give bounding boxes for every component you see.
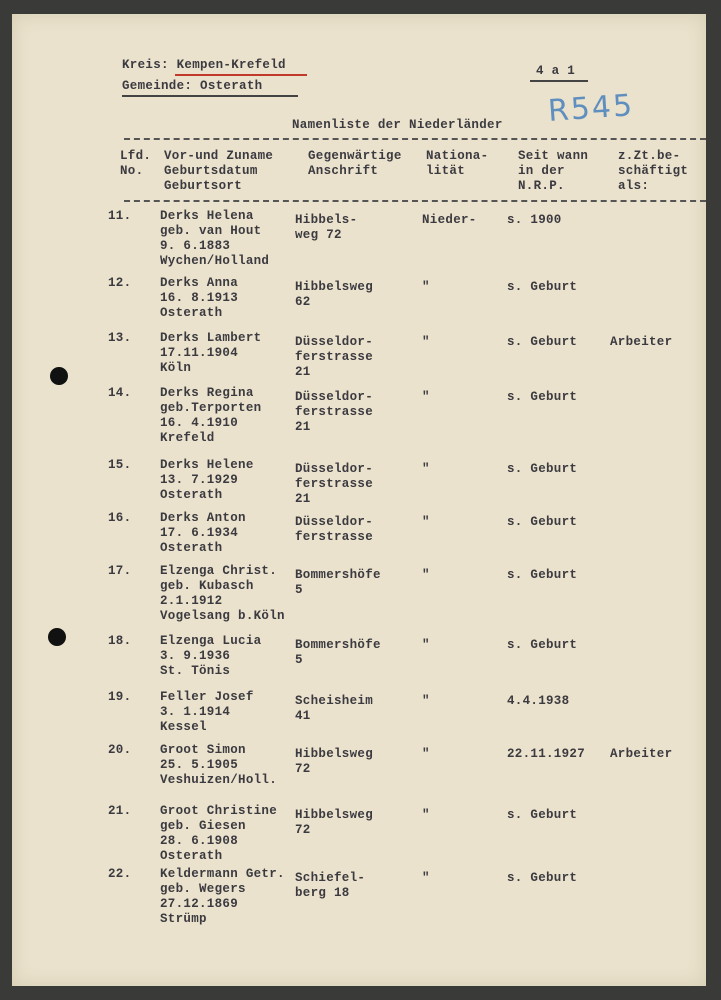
since: s. Geburt xyxy=(507,568,578,582)
row-number: 19. xyxy=(108,690,132,704)
row-number: 20. xyxy=(108,743,132,757)
gemeinde-underline xyxy=(122,95,298,97)
address: Hibbelsweg 72 xyxy=(295,747,374,776)
col-header-since: Seit wann in der N.R.P. xyxy=(518,149,589,193)
row-number: 12. xyxy=(108,276,132,290)
address: Bommershöfe 5 xyxy=(295,568,381,597)
header-rule-bottom xyxy=(124,200,706,202)
row-number: 22. xyxy=(108,867,132,881)
row-number: 11. xyxy=(108,209,132,223)
nationality: " xyxy=(422,747,430,761)
nationality: Nieder- xyxy=(422,213,477,227)
occupation: Arbeiter xyxy=(610,335,673,349)
kreis-line: Kreis: Kempen-Krefeld xyxy=(122,58,286,72)
nationality: " xyxy=(422,280,430,294)
since: s. Geburt xyxy=(507,390,578,404)
person-name: Derks Regina geb.Terporten 16. 4.1910 Krefeld xyxy=(160,386,262,445)
since: s. Geburt xyxy=(507,462,578,476)
person-name: Keldermann Getr. geb. Wegers 27.12.1869 Strümp xyxy=(160,867,285,926)
col-header-address: Gegenwärtige Anschrift xyxy=(308,149,402,178)
handwritten-stamp: R545 xyxy=(546,88,636,129)
kreis-underline xyxy=(175,74,307,76)
address: Hibbels- weg 72 xyxy=(295,213,358,242)
row-number: 21. xyxy=(108,804,132,818)
since: s. 1900 xyxy=(507,213,562,227)
since: 4.4.1938 xyxy=(507,694,570,708)
row-number: 18. xyxy=(108,634,132,648)
table-row xyxy=(12,386,706,446)
person-name: Feller Josef 3. 1.1914 Kessel xyxy=(160,690,254,734)
reference-underline xyxy=(530,80,588,82)
address: Hibbelsweg 72 xyxy=(295,808,374,837)
row-number: 16. xyxy=(108,511,132,525)
occupation: Arbeiter xyxy=(610,747,673,761)
since: s. Geburt xyxy=(507,808,578,822)
nationality: " xyxy=(422,694,430,708)
nationality: " xyxy=(422,462,430,476)
row-number: 17. xyxy=(108,564,132,578)
address: Düsseldor- ferstrasse 21 xyxy=(295,335,374,379)
since: s. Geburt xyxy=(507,638,578,652)
table-row xyxy=(12,690,706,750)
address: Scheisheim 41 xyxy=(295,694,374,723)
table-row xyxy=(12,209,706,269)
person-name: Elzenga Christ. geb. Kubasch 2.1.1912 Vogelsang b.Köln xyxy=(160,564,285,623)
table-row xyxy=(12,331,706,391)
person-name: Derks Anna 16. 8.1913 Osterath xyxy=(160,276,239,320)
nationality: " xyxy=(422,390,430,404)
row-number: 14. xyxy=(108,386,132,400)
person-name: Derks Lambert 17.11.1904 Köln xyxy=(160,331,262,375)
nationality: " xyxy=(422,335,430,349)
since: s. Geburt xyxy=(507,280,578,294)
table-row xyxy=(12,458,706,518)
header-rule-top xyxy=(124,138,706,140)
address: Schiefel- berg 18 xyxy=(295,871,366,900)
person-name: Groot Christine geb. Giesen 28. 6.1908 Osterath xyxy=(160,804,278,863)
person-name: Derks Anton 17. 6.1934 Osterath xyxy=(160,511,246,555)
since: s. Geburt xyxy=(507,871,578,885)
nationality: " xyxy=(422,568,430,582)
nationality: " xyxy=(422,515,430,529)
person-name: Derks Helena geb. van Hout 9. 6.1883 Wychen/Holland xyxy=(160,209,270,268)
since: 22.11.1927 xyxy=(507,747,586,761)
table-row xyxy=(12,276,706,336)
row-number: 13. xyxy=(108,331,132,345)
address: Hibbelsweg 62 xyxy=(295,280,374,309)
reference-number: 4 a 1 xyxy=(536,64,576,78)
table-row xyxy=(12,867,706,927)
nationality: " xyxy=(422,871,430,885)
since: s. Geburt xyxy=(507,515,578,529)
row-number: 15. xyxy=(108,458,132,472)
nationality: " xyxy=(422,638,430,652)
table-row xyxy=(12,634,706,694)
address: Düsseldor- ferstrasse xyxy=(295,515,374,544)
document-page xyxy=(12,14,706,986)
gemeinde-line: Gemeinde: Osterath xyxy=(122,79,263,93)
person-name: Groot Simon 25. 5.1905 Veshuizen/Holl. xyxy=(160,743,278,787)
col-header-no: Lfd. No. xyxy=(120,149,152,178)
table-row xyxy=(12,564,706,624)
document-title: Namenliste der Niederländer xyxy=(292,118,503,132)
since: s. Geburt xyxy=(507,335,578,349)
address: Bommershöfe 5 xyxy=(295,638,381,667)
address: Düsseldor- ferstrasse 21 xyxy=(295,390,374,434)
person-name: Elzenga Lucia 3. 9.1936 St. Tönis xyxy=(160,634,262,678)
nationality: " xyxy=(422,808,430,822)
table-row xyxy=(12,804,706,864)
table-row xyxy=(12,511,706,571)
col-header-occupation: z.Zt.be- schäftigt als: xyxy=(618,149,689,193)
address: Düsseldor- ferstrasse 21 xyxy=(295,462,374,506)
col-header-name: Vor-und Zuname Geburtsdatum Geburtsort xyxy=(164,149,274,193)
person-name: Derks Helene 13. 7.1929 Osterath xyxy=(160,458,254,502)
col-header-nationality: Nationa- lität xyxy=(426,149,489,178)
table-row xyxy=(12,743,706,803)
